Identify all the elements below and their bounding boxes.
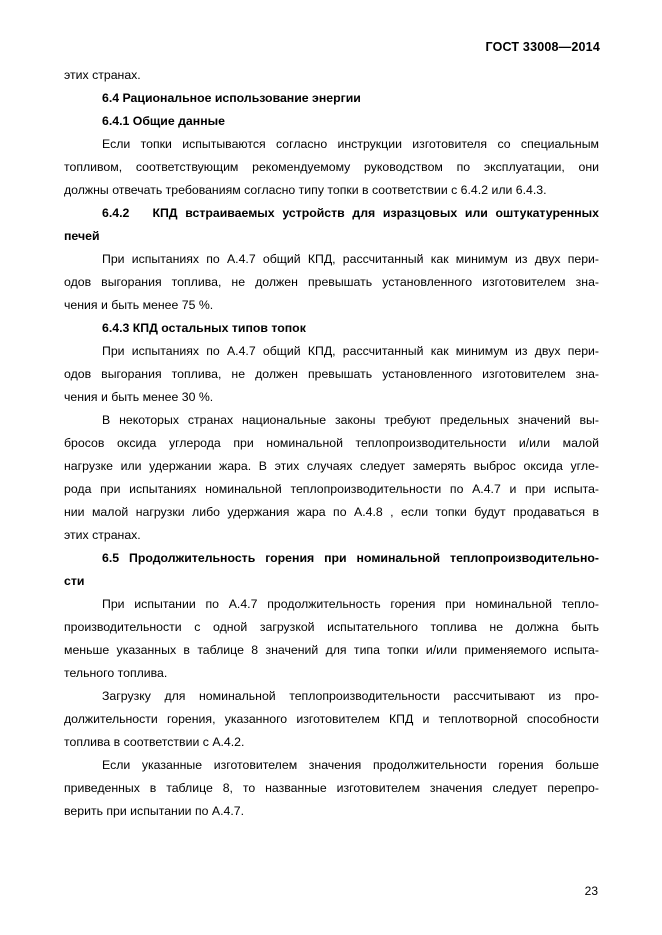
text-line: Если указанные изготовителем значения продолжительности горения больше: [102, 758, 599, 772]
section-heading: 6.5 Продолжительность горения при номинальной теплопроизводительно-: [102, 551, 599, 565]
text-line: одов выгорания топлива, не должен превышать установленного изготовителем зна-: [64, 275, 599, 289]
text-line: должны отвечать требованиям согласно типу топки в соответствии с 6.4.2 или 6.4.3.: [64, 183, 547, 197]
subsection-heading: 6.4.2 КПД встраиваемых устройств для изразцовых или оштукатуренных: [102, 206, 599, 220]
text-line: верить при испытании по А.4.7.: [64, 804, 245, 818]
section-heading-cont: сти: [64, 574, 85, 588]
text-line: При испытаниях по А.4.7 общий КПД, рассчитанный как минимум из двух пери-: [102, 344, 599, 358]
text-line: должительности горения, указанного изготовителем КПД и теплотворной способности: [64, 712, 599, 726]
text-line: одов выгорания топлива, не должен превышать установленного изготовителем зна-: [64, 367, 599, 381]
text-line: чения и быть менее 75 %.: [64, 298, 214, 312]
text-line: этих странах.: [64, 528, 141, 542]
text-line: топливом, соответствующим рекомендуемому руководством по эксплуатации, они: [64, 160, 599, 174]
text-line: меньше указанных в таблице 8 значений для типа топки и/или применяемого испыта-: [64, 643, 599, 657]
text-line: нагрузке или удержании жара. В этих случаях следует замерять выброс оксида угле-: [64, 459, 599, 473]
text-line: Если топки испытываются согласно инструкции изготовителя со специальным: [102, 137, 599, 151]
text-line: этих странах.: [64, 68, 141, 82]
text-line: тельного топлива.: [64, 666, 168, 680]
text-line: рода при испытаниях номинальной теплопроизводительности по А.4.7 и при испыта-: [64, 482, 599, 496]
text-line: В некоторых странах национальные законы требуют предельных значений вы-: [102, 413, 599, 427]
subsection-heading-cont: печей: [64, 229, 100, 243]
page-number: 23: [584, 884, 598, 898]
text-line: производительности с одной загрузкой испытательного топлива не должна быть: [64, 620, 599, 634]
text-line: Загрузку для номинальной теплопроизводительности рассчитывают из про-: [102, 689, 599, 703]
subsection-heading: 6.4.1 Общие данные: [102, 114, 225, 128]
section-heading: 6.4 Рациональное использование энергии: [102, 91, 361, 105]
text-line: При испытаниях по А.4.7 общий КПД, рассчитанный как минимум из двух пери-: [102, 252, 599, 266]
text-line: топлива в соответствии с А.4.2.: [64, 735, 245, 749]
text-line: приведенных в таблице 8, то названные изготовителем значения следует перепро-: [64, 781, 599, 795]
text-line: нии малой нагрузки либо удержания жара по А.4.8 , если топки будут продаваться в: [64, 505, 599, 519]
text-line: чения и быть менее 30 %.: [64, 390, 214, 404]
subsection-heading: 6.4.3 КПД остальных типов топок: [102, 321, 306, 335]
text-line: При испытании по А.4.7 продолжительность горения при номинальной тепло-: [102, 597, 599, 611]
text-line: бросов оксида углерода при номинальной теплопроизводительности и/или малой: [64, 436, 599, 450]
document-header: ГОСТ 33008—2014: [485, 40, 600, 54]
